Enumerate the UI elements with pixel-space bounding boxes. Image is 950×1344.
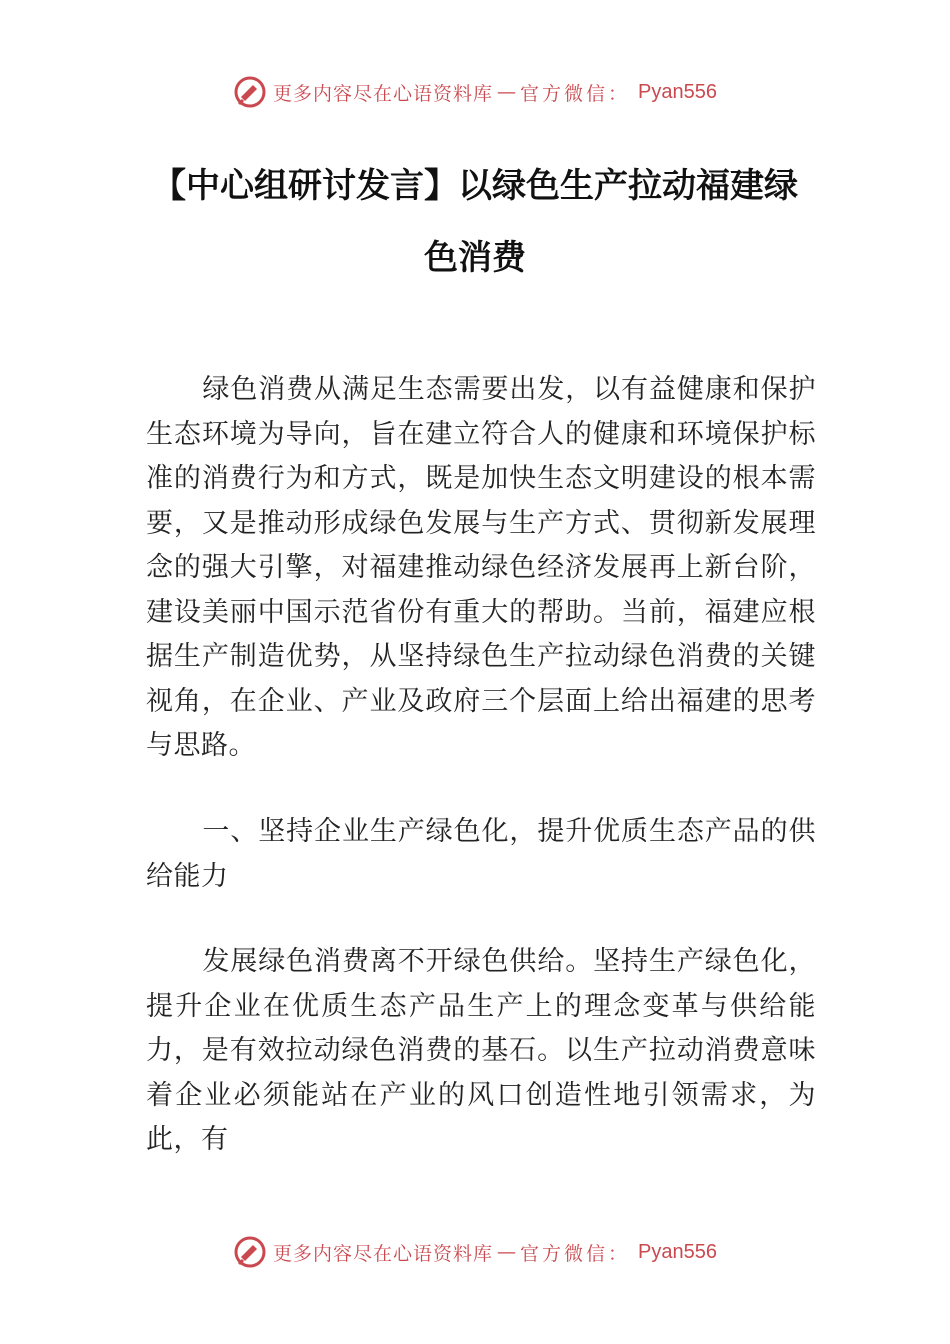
footer-banner xyxy=(0,1232,950,1272)
banner-wechat-id: Pyan556 xyxy=(638,1240,717,1263)
section-heading-text: 一、坚持企业生产绿色化，提升优质生态产品的供给能力 xyxy=(146,816,816,892)
banner-separator: — xyxy=(497,81,517,103)
paragraph-body xyxy=(146,940,816,1163)
document-title: 【中心组研讨发言】以绿色生产拉动福建绿色消费 xyxy=(152,166,798,278)
banner-wechat-label: 官方微信： xyxy=(520,1242,631,1265)
banner-wechat-label: 官方微信： xyxy=(520,82,631,105)
paragraph-intro xyxy=(146,368,816,769)
paragraph-text: 绿色消费从满足生态需要出发，以有益健康和保护生态环境为导向，旨在建立符合人的健康和环境保护标准的消费行为和方式，既是加快生态文明建设的根本需要，又是推动形成绿色发展与生产方式、贯彻新发展理念的强大引擎，对福建推动绿色经济发展再上新台阶，建设美丽中国示范省份有重大的帮助。当前，福建应根据生产制造优势，从坚持绿色生产拉动绿色消费的关键视角，在企业、产业及政府三个层面上给出福建的思考与思路。 xyxy=(146,374,816,761)
library-logo-icon xyxy=(233,75,267,109)
banner-separator: — xyxy=(497,1241,517,1263)
library-logo-icon xyxy=(233,1235,267,1269)
banner-wechat-id: Pyan556 xyxy=(638,80,717,103)
section-heading-1 xyxy=(146,810,816,899)
banner-text: 更多内容尽在心语资料库 xyxy=(273,82,494,105)
paragraph-text: 发展绿色消费离不开绿色供给。坚持生产绿色化，提升企业在优质生态产品生产上的理念变革与供给能力，是有效拉动绿色消费的基石。以生产拉动消费意味着企业必须能站在产业的风口创造性地引领需求，为此，有 xyxy=(146,946,816,1155)
banner-text: 更多内容尽在心语资料库 xyxy=(273,1242,494,1265)
header-banner xyxy=(0,72,950,112)
